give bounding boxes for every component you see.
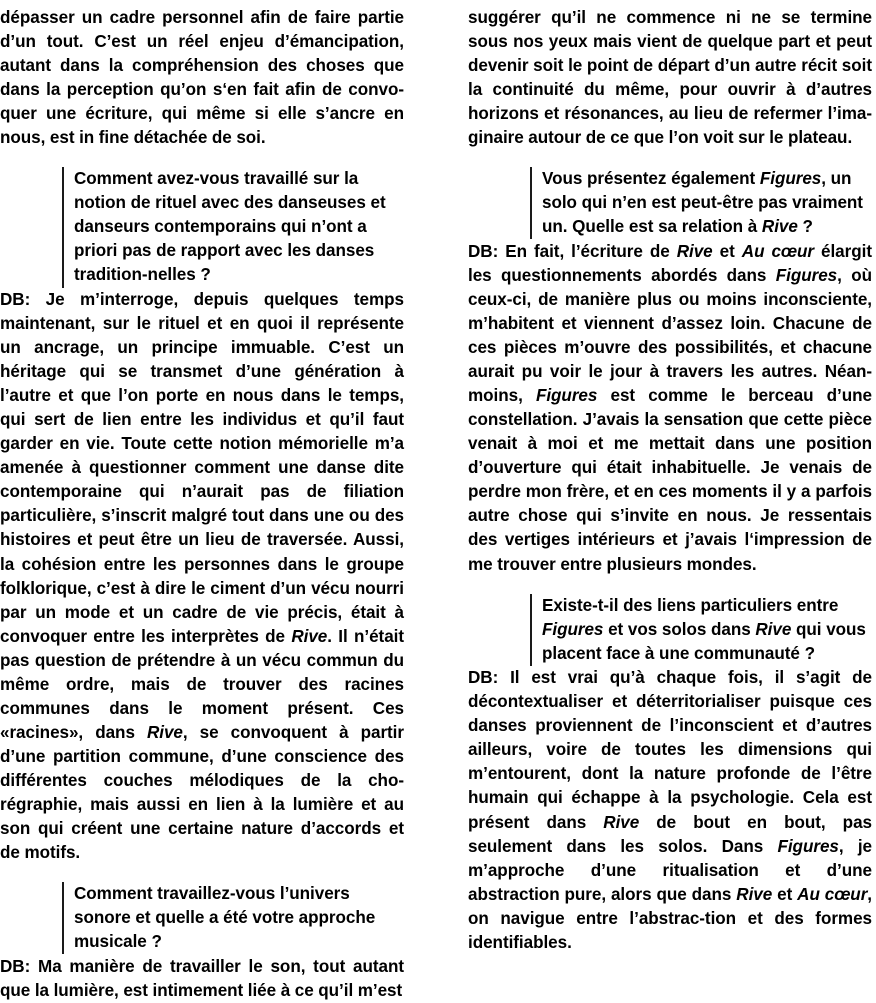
work-title-au-coeur: Au cœur	[741, 241, 815, 261]
question-block-1	[0, 167, 404, 287]
speaker-label: DB:	[0, 290, 31, 310]
question-text	[542, 594, 872, 666]
question-rule	[62, 882, 64, 954]
answer-text-part: , où ceux-ci, de manière plus ou moins inconsciente, m’habitent et viennent d’assez loin. Chacune de ces pièces m’ouvre des possibilités, et chacune aurait pu voir le jour à travers les autres. Néan-moins,	[468, 265, 872, 406]
answer-text-part: et	[712, 241, 742, 261]
paragraph-answer-1	[468, 240, 872, 577]
question-rule	[530, 167, 532, 239]
speaker-label: DB:	[468, 241, 499, 261]
work-title-figures: Figures	[777, 836, 839, 856]
answer-text-part: de bout en bout, pas seulement dans les solos. Dans	[468, 812, 872, 856]
work-title-rive: Rive	[755, 619, 792, 639]
question-text-part: qui vous placent face à une communauté ?	[542, 619, 866, 663]
question-text-part: et vos solos dans	[603, 619, 756, 639]
work-title-figures: Figures	[759, 169, 822, 189]
question-text: Comment avez-vous travaillé sur la notion de rituel avec des danseuses et danseurs contemporains qui n’ont a priori pas de rapport avec les danses tradition-nelles ?	[74, 169, 386, 285]
answer-text-part: Ma manière de travailler le son, tout autant que la lumière, est intimement liée à ce qu’il m’est	[0, 956, 404, 1000]
answer-text-part: . Il n’était pas question de prétendre à un vécu commun du même ordre, mais de trouver des racines communes dans le moment présent. Ces «racines», dans	[0, 626, 404, 742]
answer-text-part: , se convoquent à partir d’une partition commune, d’une conscience des différentes couches mélodiques de la cho-régraphie, mais aussi en lien à la lumière et au son qui créent une certaine nature d’accords et de motifs.	[0, 722, 404, 863]
paragraph-answer-2	[468, 666, 872, 955]
work-title-au-coeur: Au cœur	[797, 884, 868, 904]
question-text	[542, 167, 872, 239]
work-title-rive: Rive	[736, 884, 773, 904]
question-block-2	[0, 882, 404, 954]
question-block-1	[468, 167, 872, 239]
answer-text-part: est comme le berceau d’une constellation. J’avais la sensation que cette pièce venait à moi et me mettait dans une position d’ouverture qui était inhabituelle. Je venais de perdre mon frère, et en ces moments il y a parfois autre chose qui s’invite en nous. Je ressentais des vertiges intérieurs et j’avais l‘impression de me trouver entre plusieurs mondes.	[468, 386, 872, 574]
answer-text-part: , je m’approche d’une ritualisation et d’une abstraction pure, alors que dans	[468, 836, 872, 904]
question-text: Comment travaillez-vous l’univers sonore et quelle a été votre approche musicale ?	[74, 884, 376, 952]
answer-text-part: , on navigue entre l’abstrac-tion et des formes identifiables.	[468, 884, 872, 952]
question-text-part: , un solo qui n’en est peut-être pas vraiment un. Quelle est sa relation à	[542, 169, 863, 237]
question-block-2	[468, 594, 872, 666]
speaker-label: DB:	[468, 668, 499, 688]
column-right	[438, 6, 876, 955]
question-text-part: Vous présentez également	[542, 169, 760, 189]
paragraph-answer-continued: suggérer qu’il ne commence ni ne se termine sous nos yeux mais vient de quelque part et peut devenir soit le point de départ d’un autre récit soit la continuité du même, pour ouvrir à d’autres horizons et résonances, au lieu de refermer l’ima-ginaire autour de ce que l’on voit sur le plateau.	[468, 8, 872, 148]
speaker-label: DB:	[0, 956, 31, 976]
paragraph-answer-2	[0, 955, 404, 1003]
question-text-part: Existe-t-il des liens particuliers entre	[542, 595, 839, 615]
answer-text-part: Il est vrai qu’à chaque fois, il s’agit de décontextualiser et déterritorialiser puisque ces danses proviennent de l’inconscient et d’autres ailleurs, voire de toutes les dimensions qui m’entourent, dont la nature profonde de l’être humain qui échappe à la psychologie. Cela est présent dans	[468, 668, 872, 832]
answer-text-part: élargit les questionnements abordés dans	[468, 241, 872, 285]
answer-text-part: En fait, l’écriture de	[498, 241, 677, 261]
work-title-figures: Figures	[775, 265, 838, 285]
work-title-rive: Rive	[676, 241, 713, 261]
work-title-rive: Rive	[146, 722, 183, 742]
work-title-figures: Figures	[542, 619, 604, 639]
question-text-part: ?	[797, 217, 813, 237]
work-title-figures: Figures	[535, 386, 598, 406]
question-rule	[530, 594, 532, 666]
paragraph-answer-continued: dépasser un cadre personnel afin de faire partie d’un tout. C’est un réel enjeu d’émancipation, autant dans la compréhension des choses que dans la perception qu’on s‘en fait afin de convo-quer une écriture, qui même si elle s’ancre en nous, est in fine détachée de soi.	[0, 8, 404, 148]
work-title-rive: Rive	[761, 217, 798, 237]
column-left	[0, 6, 438, 1003]
answer-text-part: et	[772, 884, 798, 904]
work-title-rive: Rive	[603, 812, 640, 832]
paragraph-answer-1	[0, 288, 404, 865]
answer-text-part: Je m’interroge, depuis quelques temps maintenant, sur le rituel et en quoi il représente un ancrage, un principe immuable. C’est un héritage qui se transmet d’une génération à l’autre et que l’on porte en nous dans le temps, qui sert de lien entre les individus et qu’il faut garder en vie. Toute cette notion mémorielle m’a amenée à questionner comment une danse dite contemporaine qui n’aurait pas de filiation particulière, s’inscrit malgré tout dans une ou des histoires et peut être un lieu de traversée. Aussi, la cohésion entre les personnes dans le groupe folklorique, c’est à dire le ciment d’un vécu nourri par un mode et un cadre de vie précis, était à convoquer entre les interprètes de	[0, 290, 404, 646]
question-rule	[62, 167, 64, 287]
work-title-rive: Rive	[291, 626, 328, 646]
